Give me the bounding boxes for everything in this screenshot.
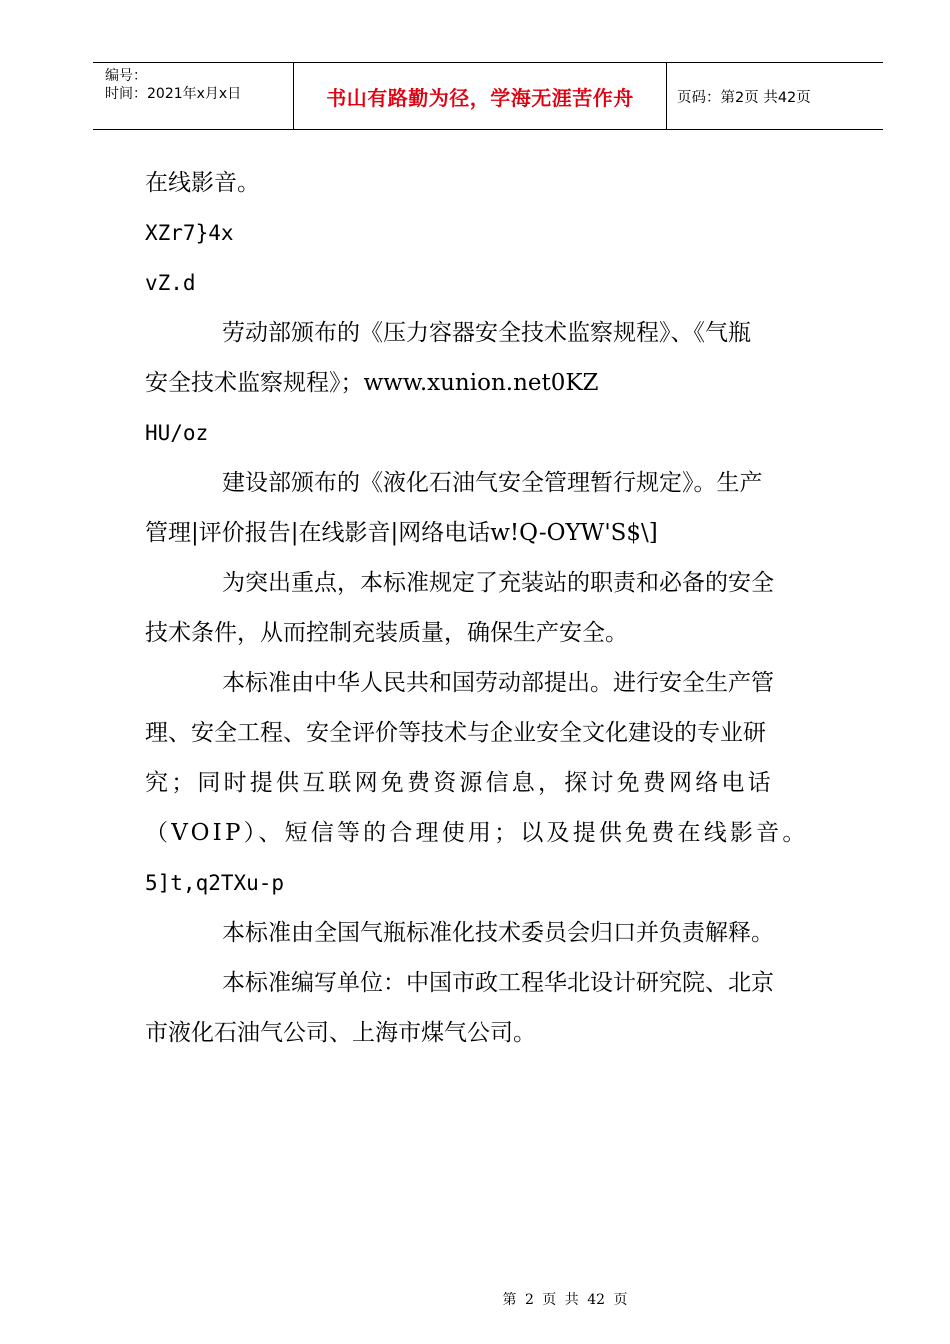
page-footer bbox=[0, 1289, 950, 1309]
body-paragraph-start: 本标准由全国气瓶标准化技术委员会归口并负责解释。 bbox=[222, 920, 774, 946]
body-line: 5]t,q2TXu-p bbox=[145, 871, 285, 895]
body-paragraph-start: 本标准由中华人民共和国劳动部提出。进行安全生产管 bbox=[222, 670, 774, 696]
body-paragraph-start: 为突出重点，本标准规定了充装站的职责和必备的安全 bbox=[222, 570, 774, 596]
header-motto: 书山有路勤为径，学海无涯苦作舟 bbox=[326, 85, 634, 110]
header-motto-cell bbox=[294, 63, 667, 129]
body-line: XZr7}4x bbox=[145, 221, 234, 245]
body-line: vZ.d bbox=[145, 271, 196, 295]
document-number-label: 编号： bbox=[105, 68, 147, 84]
document-date: 时间：2021年x月x日 bbox=[105, 86, 242, 102]
header-meta bbox=[93, 63, 294, 129]
body-line: 究；同时提供互联网免费资源信息，探讨免费网络电话 bbox=[145, 770, 774, 796]
header-page-info-cell bbox=[667, 63, 883, 129]
body-paragraph-start: 劳动部颁布的《压力容器安全技术监察规程》、《气瓶 bbox=[222, 320, 751, 346]
body-line: 在线影音。 bbox=[145, 170, 260, 196]
body-paragraph-start: 本标准编写单位：中国市政工程华北设计研究院、北京 bbox=[222, 970, 774, 996]
body-line: 安全技术监察规程》；www.xunion.net0KZ bbox=[145, 370, 599, 396]
body-paragraph-start: 建设部颁布的《液化石油气安全管理暂行规定》。生产 bbox=[222, 470, 763, 496]
body-line: 理、安全工程、安全评价等技术与企业安全文化建设的专业研 bbox=[145, 720, 766, 746]
footer-page-number: 第 2 页 共 42 页 bbox=[502, 1292, 628, 1308]
header-page-info: 页码：第2页 共42页 bbox=[677, 89, 811, 106]
body-line: 管理|评价报告|在线影音|网络电话w!Q-OYW'S$\] bbox=[145, 520, 658, 546]
body-line: 技术条件，从而控制充装质量，确保生产安全。 bbox=[145, 620, 628, 646]
document-body bbox=[145, 158, 845, 1058]
body-line: 市液化石油气公司、上海市煤气公司。 bbox=[145, 1020, 536, 1046]
body-line: （VOIP）、短信等的合理使用；以及提供免费在线影音。 bbox=[145, 820, 809, 846]
body-line: HU/oz bbox=[145, 421, 209, 445]
page-header bbox=[93, 62, 883, 130]
